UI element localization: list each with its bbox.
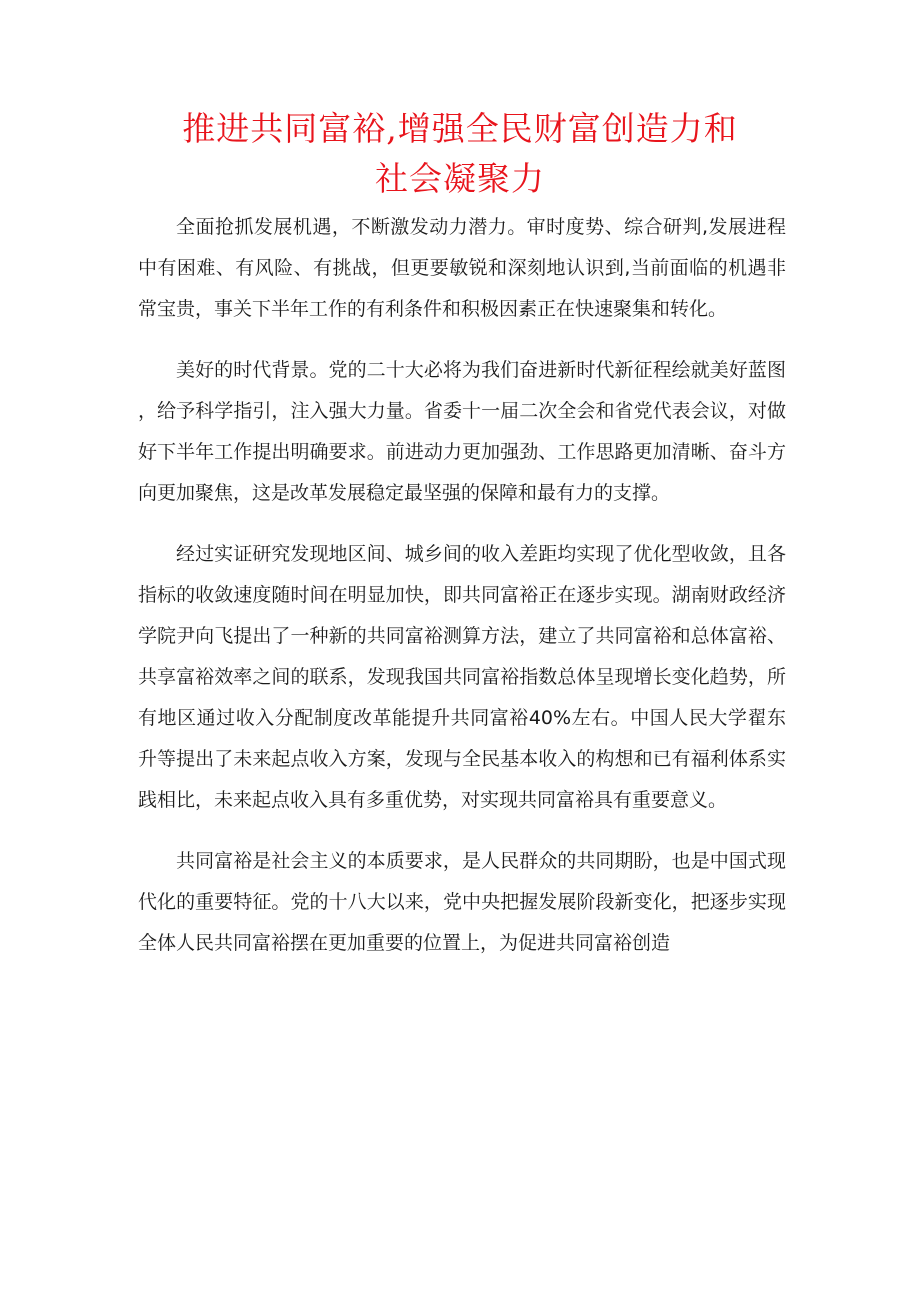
document-title (0, 104, 920, 204)
title-line-2: 社会凝聚力 (375, 159, 545, 198)
document-body (138, 207, 786, 984)
paragraph-1: 全面抢抓发展机遇，不断激发动力潜力。审时度势、综合研判,发展进程中有困难、有风险、有挑战，但更要敏锐和深刻地认识到,当前面临的机遇非常宝贵，事关下半年工作的有利条件和积极因素正在快速聚集和转化。 (138, 216, 786, 320)
paragraph-3: 经过实证研究发现地区间、城乡间的收入差距均实现了优化型收敛，且各指标的收敛速度随时间在明显加快，即共同富裕正在逐步实现。湖南财政经济学院尹向飞提出了一种新的共同富裕测算方法，建立了共同富裕和总体富裕、共享富裕效率之间的联系，发现我国共同富裕指数总体呈现增长变化趋势，所有地区通过收入分配制度改革能提升共同富裕40%左右。中国人民大学翟东升等提出了未来起点收入方案，发现与全民基本收入的构想和已有福利体系实践相比，未来起点收入具有多重优势，对实现共同富裕具有重要意义。 (138, 543, 786, 811)
paragraph-2: 美好的时代背景。党的二十大必将为我们奋进新时代新征程绘就美好蓝图，给予科学指引，注入强大力量。省委十一届二次全会和省党代表会议，对做好下半年工作提出明确要求。前进动力更加强劲、工作思路更加清晰、奋斗方向更加聚焦，这是改革发展稳定最坚强的保障和最有力的支撑。 (138, 359, 786, 504)
title-line-1: 推进共同富裕,增强全民财富创造力和 (182, 109, 738, 148)
paragraph-4: 共同富裕是社会主义的本质要求，是人民群众的共同期盼，也是中国式现代化的重要特征。党的十八大以来，党中央把握发展阶段新变化，把逐步实现全体人民共同富裕摆在更加重要的位置上，为促进共同富裕创造 (138, 850, 786, 954)
